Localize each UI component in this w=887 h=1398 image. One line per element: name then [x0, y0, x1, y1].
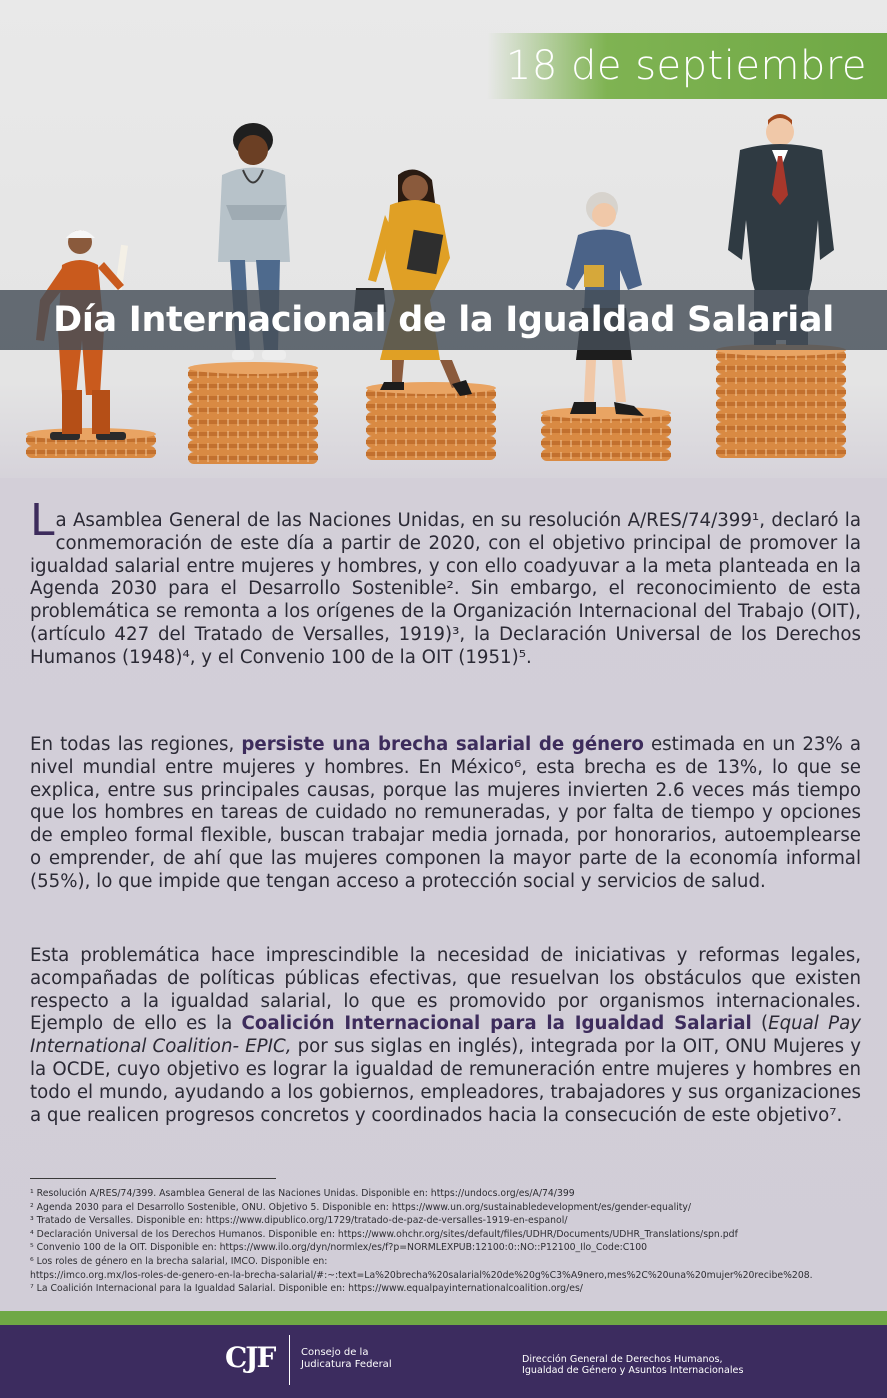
- epic-name: Equal Pay International Coalition- EPIC,: [30, 1013, 861, 1058]
- footnote-divider: [30, 1178, 276, 1179]
- paragraph-3-paren: (: [751, 1013, 769, 1035]
- footnotes: [30, 1187, 870, 1296]
- footnote-5[interactable]: ⁵ Convenio 100 de la OIT. Disponible en: https://www.ilo.org/dyn/normlex/es/f?p=NORMLEXPUB:12100:0::NO::P12100_Ilo_Code:C100: [30, 1242, 648, 1254]
- highlight-gender-gap: persiste una brecha salarial de género: [241, 734, 644, 755]
- paragraph-3-text-end: por sus siglas en inglés), integrada por la OIT, ONU Mujeres y la OCDE, cuyo objetivo es lograr la igualdad de remuneración entre mujeres y hombres en todo el mundo, ayudando a los gobiernos, empleadores, trabajadores y sus organizaciones a que realicen progresos concretos y coordinados hacia la consecución de este objetivo⁷.: [30, 1036, 861, 1126]
- coin-stack-icon: [188, 362, 318, 464]
- directorate-name-line-2: Igualdad de Género y Asuntos Internacionales: [522, 1365, 744, 1376]
- paragraph-3-text-start: Esta problemática hace imprescindible la necesidad de iniciativas y reformas legales, acompañadas de políticas públicas efectivas, que resuelvan los obstáculos que existen respecto a la igualdad salarial, lo que es promovido por organismos internacionales. Ejemplo de ello es la: [30, 945, 861, 1035]
- institution-name: [301, 1347, 392, 1371]
- footnote-3[interactable]: ³ Tratado de Versalles. Disponible en: https://www.dipublico.org/1729/tratado-de-paz-de-versalles-1919-en-espanol/: [30, 1215, 568, 1227]
- page-title: Día Internacional de la Igualdad Salarial: [0, 290, 887, 350]
- paragraph-2-text-end: estimada en un 23% a nivel mundial entre mujeres y hombres. En México⁶, esta brecha es de 13%, lo que se explica, entre sus principales causas, porque las mujeres invierten 2.6 veces más tiempo que los hombres en tareas de cuidado no remuneradas, y por falta de tiempo y opciones de empleo formal flexible, buscan trabajar media jornada, por honorarios, autoemplearse o emprender, de ahí que las mujeres componen la mayor parte de la economía informal (55%), lo que impide que tengan acceso a protección social y servicios de salud.: [30, 734, 861, 892]
- coin-stack-icon: [541, 407, 671, 461]
- footer-accent-bar: [0, 1311, 887, 1325]
- coin-stack-icon: [26, 428, 156, 458]
- footnote-4[interactable]: ⁴ Declaración Universal de los Derechos Humanos. Disponible en: https://www.ohchr.org/sites/default/files/UDHR/Documents/UDHR_Translations/spn.pdf: [30, 1228, 738, 1240]
- paragraph-2-text-start: En todas las regiones,: [30, 734, 242, 755]
- logo-divider: [289, 1335, 290, 1385]
- highlight-coalition: Coalición Internacional para la Igualdad Salarial: [241, 1013, 752, 1035]
- paragraph-1-text: a Asamblea General de las Naciones Unidas, en su resolución A/RES/74/399¹, declaró la conmemoración de este día a partir de 2020, con el objetivo principal de promover la igualdad salarial entre mujeres y hombres, y con ello coadyuvar a la meta planteada en la Agenda 2030 para el Desarrollo Sostenible². Sin embargo, el reconocimiento de esta problemática se remonta a los orígenes de la Organización Internacional del Trabajo (OIT), (artículo 427 del Tratado de Versalles, 1919)³, la Declaración Universal de los Derechos Humanos (1948)⁴, y el Convenio 100 de la OIT (1951)⁵.: [30, 510, 861, 668]
- footnote-7[interactable]: ⁷ La Coalición Internacional para la Igualdad Salarial. Disponible en: https://www.equalpayinternationalcoalition.org/es/: [30, 1283, 583, 1295]
- paragraph-2: [30, 734, 861, 894]
- coin-stack-icon: [366, 382, 496, 460]
- date-banner: 18 de septiembre: [487, 33, 887, 99]
- directorate-name-line-1: Dirección General de Derechos Humanos,: [522, 1354, 723, 1365]
- institution-name-line-2: Judicatura Federal: [301, 1359, 392, 1370]
- institution-name-line-1: Consejo de la: [301, 1347, 369, 1358]
- footnote-6-link[interactable]: https://imco.org.mx/los-roles-de-genero-en-la-brecha-salarial/#:~:text=La%20brecha%20salarial%20de%20g%C3%A9nero,mes%2C%20una%20mujer%20recibe%208.: [30, 1269, 813, 1281]
- paragraph-1: [30, 495, 861, 670]
- footnote-1[interactable]: ¹ Resolución A/RES/74/399. Asamblea General de las Naciones Unidas. Disponible en: https://undocs.org/es/A/74/399: [30, 1188, 575, 1199]
- paragraph-3: [30, 945, 861, 1127]
- footnote-6: ⁶ Los roles de género en la brecha salarial, IMCO. Disponible en:: [30, 1255, 328, 1267]
- drop-cap: L: [30, 495, 55, 546]
- directorate-name: [522, 1354, 743, 1376]
- cjf-logo-icon: CJF: [225, 1341, 275, 1374]
- main-content: [0, 478, 887, 1324]
- coin-stack-icon: [716, 344, 846, 458]
- footer: [0, 1325, 887, 1398]
- businesswoman-figure: [354, 170, 472, 396]
- hero-banner: [0, 0, 887, 478]
- footnote-2[interactable]: ² Agenda 2030 para el Desarrollo Sostenible, ONU. Objetivo 5. Disponible en: https://www.un.org/sustainabledevelopment/es/gender-equality/: [30, 1201, 692, 1213]
